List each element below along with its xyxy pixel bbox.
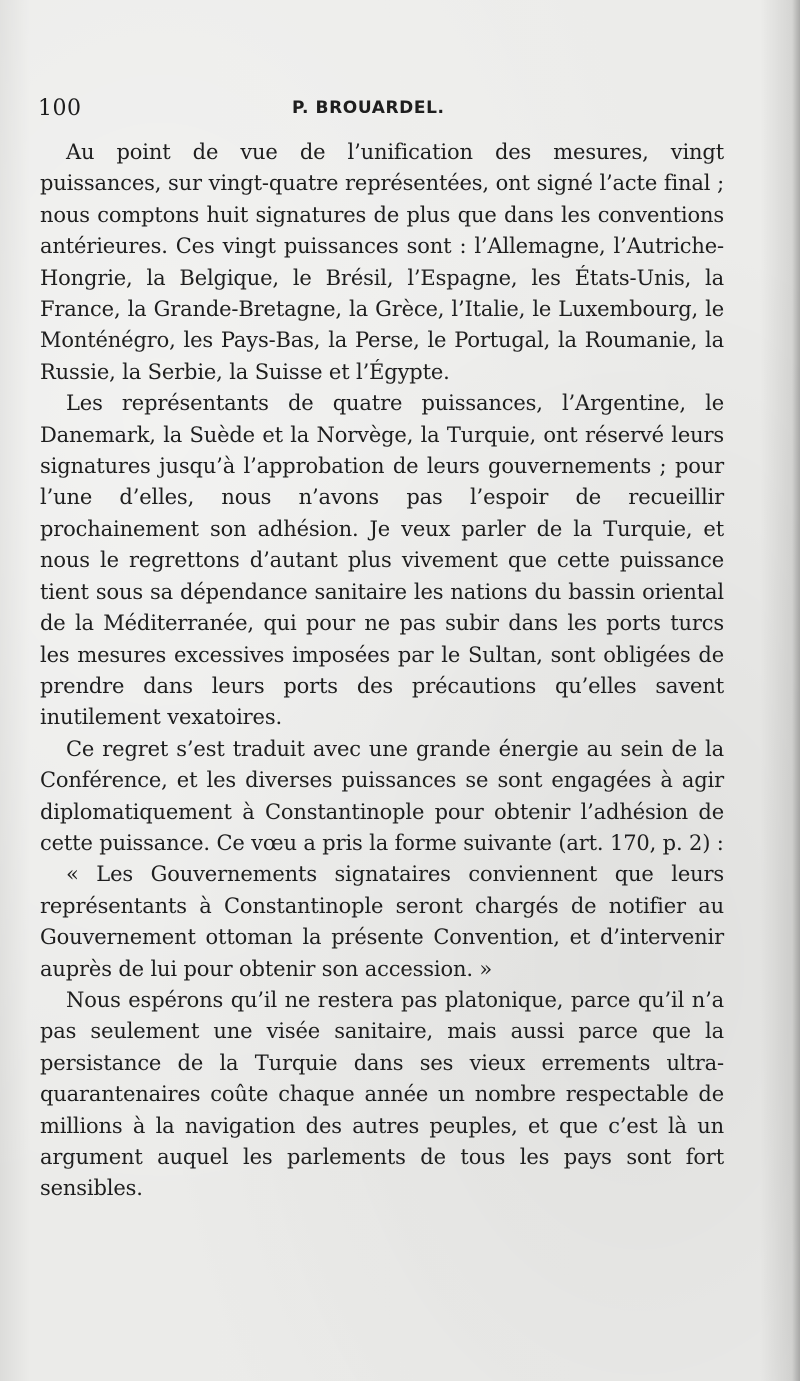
paragraph-hope: Nous espérons qu’il ne restera pas platonique, parce qu’il n’a pas seulement une visée sanitaire, mais aussi parce que la persistance de la Turquie dans ses vieux errements ultra-quarantenaires coûte chaque année un nombre respectable de millions à la navigation des autres peuples, et que c’est là un argument auquel les parlements de tous les pays sont fort sensibles.	[40, 987, 724, 1201]
paragraph-quotation: « Les Gouvernements signataires conviennent que leurs représentants à Constantinople seront chargés de notifier au Gouvernement ottoman la présente Convention, et d’intervenir auprès de lui pour obtenir son accession. »	[40, 862, 724, 981]
running-head-title: P. BROUARDEL.	[292, 98, 445, 118]
running-head	[38, 96, 738, 130]
paragraph-regret: Ce regret s’est traduit avec une grande énergie au sein de la Conférence, et les diverses puissances se sont engagées à agir diplomatiquement à Constantinople pour obtenir l’adhésion de cette puissance. Ce vœu a pris la forme suivante (art. 170, p. 2) :	[40, 736, 724, 855]
page-number: 100	[38, 96, 82, 121]
page-edge-shadow	[792, 0, 800, 1381]
paragraph-signatories: Au point de vue de l’unification des mesures, vingt puissances, sur vingt-quatre représentées, ont signé l’acte final ; nous comptons huit signatures de plus que dans les conventions antérieures. Ces vingt puissances sont : l’Allemagne, l’Autriche-Hongrie, la Belgique, le Brésil, l’Espagne, les États-Unis, la France, la Grande-Bretagne, la Grèce, l’Italie, le Luxembourg, le Monténégro, les Pays-Bas, la Perse, le Portugal, la Roumanie, la Russie, la Serbie, la Suisse et l’Égypte.	[40, 140, 724, 384]
paragraph-reservations: Les représentants de quatre puissances, l’Argentine, le Danemark, la Suède et la Norvège, la Turquie, ont réservé leurs signatures jusqu’à l’approbation de leurs gouvernements ; pour l’une d’elles, nous n’avons pas l’espoir de recueillir prochainement son adhésion. Je veux parler de la Turquie, et nous le regrettons d’autant plus vivement que cette puissance tient sous sa dépendance sanitaire les nations du bassin oriental de la Méditerranée, qui pour ne pas subir dans les ports turcs les mesures excessives imposées par le Sultan, sont obligées de prendre dans leurs ports des précautions qu’elles savent inutilement vexatoires.	[40, 391, 724, 730]
body-text	[40, 137, 724, 1205]
